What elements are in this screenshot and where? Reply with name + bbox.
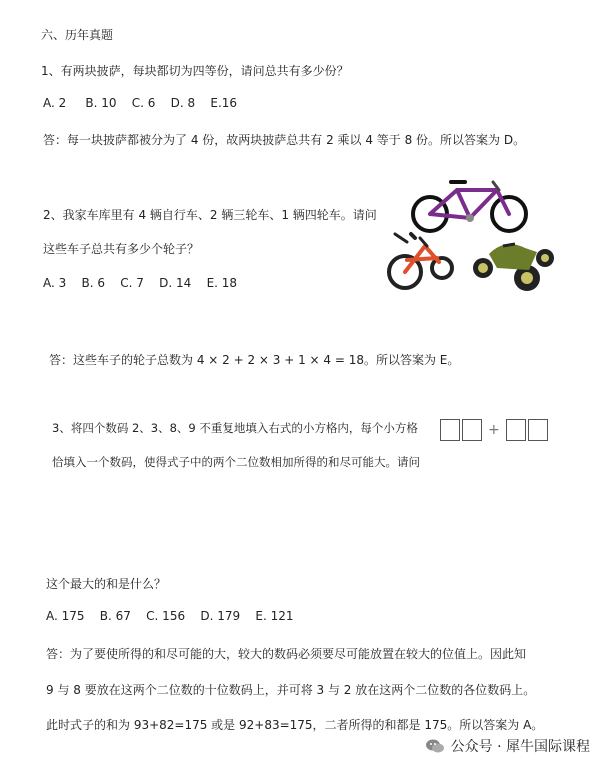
digit-box-1[interactable]	[440, 419, 460, 441]
q2-question-line2: 这些车子总共有多少个轮子？	[43, 242, 200, 256]
q3-options: A. 175 B. 67 C. 156 D. 179 E. 121	[46, 609, 294, 623]
q1-question: 1、有两块披萨，每块都切为四等份，请问总共有多少份？	[41, 64, 349, 78]
section-title: 六、历年真题	[41, 28, 114, 42]
digit-box-3[interactable]	[506, 419, 526, 441]
vehicles-illustration	[385, 172, 565, 302]
q2-options: A. 3 B. 6 C. 7 D. 14 E. 18	[43, 276, 238, 290]
atv-image	[473, 244, 554, 291]
q3-question-line3: 这个最大的和是什么？	[46, 577, 167, 591]
q3-answer-line1: 答：为了要使所得的和尽可能的大，较大的数码必须要尽可能放置在较大的位值上。因此知	[46, 647, 527, 661]
q3-answer-line3: 此时式子的和为 93+82=175 或是 92+83=175，二者所得的和都是 175。所以答案为 A。	[46, 718, 544, 732]
q2-question-line1: 2、我家车库里有 4 辆自行车、2 辆三轮车、1 辆四轮车。请问	[43, 208, 377, 222]
tricycle-image	[389, 234, 452, 288]
digit-box-4[interactable]	[528, 419, 548, 441]
q3-question-line1: 3、将四个数码 2、3、8、9 不重复地填入右式的小方格内，每个小方格	[52, 421, 418, 435]
plus-sign: +	[488, 422, 500, 438]
q1-options: A. 2 B. 10 C. 6 D. 8 E.16	[43, 96, 238, 110]
q1-answer: 答：每一块披萨都被分为了 4 份，故两块披萨总共有 2 乘以 4 等于 8 份。所以答案为 D。	[43, 133, 526, 147]
digit-box-2[interactable]	[462, 419, 482, 441]
watermark-brand: 公众号 · 犀牛国际课程	[450, 739, 590, 755]
q2-answer: 答：这些车子的轮子总数为 4 × 2 + 2 × 3 + 1 × 4 = 18。所以答案为 E。	[49, 353, 460, 367]
digit-boxes-expression	[440, 419, 548, 441]
bicycle-image	[413, 182, 526, 231]
wechat-watermark	[425, 736, 590, 756]
q3-question-line2: 恰填入一个数码，使得式子中的两个二位数相加所得的和尽可能大。请问	[52, 455, 420, 469]
wechat-icon	[425, 738, 445, 754]
q3-answer-line2: 9 与 8 要放在这两个二位数的十位数码上，并可将 3 与 2 放在这两个二位数的各位数码上。	[46, 683, 536, 697]
